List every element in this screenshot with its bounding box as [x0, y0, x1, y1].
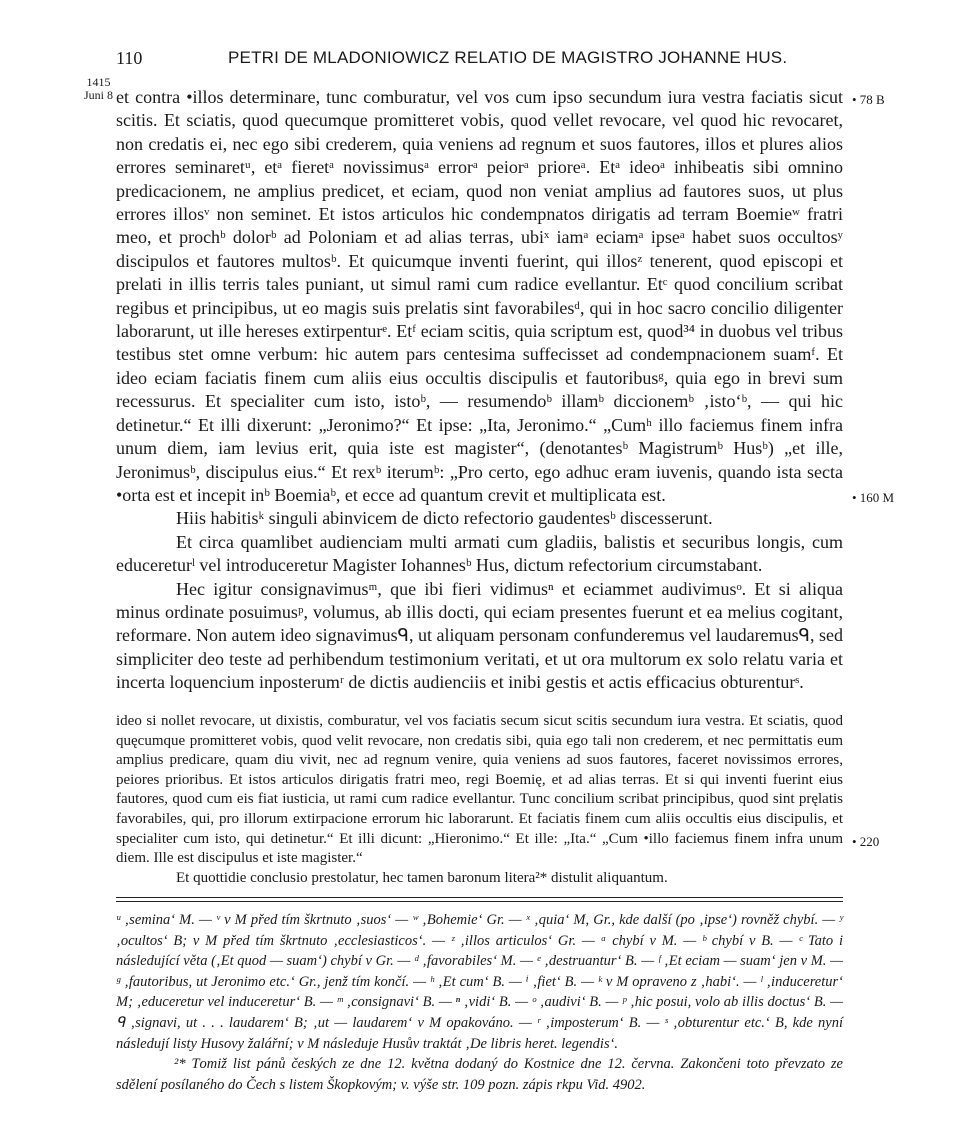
- parallel-paragraph: Et quottidie conclusio prestolatur, hec tamen baronum litera²* distulit aliquantum.: [176, 869, 668, 886]
- main-paragraph: Hiis habitisᵏ singuli abinvicem de dicto refectorio gaudentesᵇ discesserunt.: [176, 508, 713, 529]
- footnote: ²* Tотiž list pánů českých ze dne 12. května dodaný do Kostnice dne 12. června. Zakončeni toto převzato ze sdělení posílaného do Čech s listem Škopkovým; v. výše str. 109 pozn. zápis rkpu Vid. 4902.: [116, 1056, 843, 1093]
- main-paragraph: et contra •illos determinare, tunc comburatur, vel vos cum ipso secundum iura vestra faciatis sicut scitis. Et sciatis, quod quecumque promitteret vobis, quod vellet revocare, vel quod hic revocaret, non credatis ei, nec ego sibi crederem, quia veniens ad regnum et suos fautores, illos et plures alios errores seminaretᵘ, etᵃ fieretᵃ novissimusᵃ errorᵃ peiorᵃ prioreᵃ. Etᵃ ideoᵃ inhibeatis sibi omnino predicacionem, ne amplius predicet, et eciam, quod non veniat amplius ad fautores suos, ut plus errores illosᵛ non seminet. Et istos articulos hic condempnatos dirigatis ad terram Boemieʷ fratri meo, et prochᵇ dolorᵇ ad Poloniam et ad alias terras, ubiˣ iamᵃ eciamᵃ ipseᵃ habet suos occultosʸ discipulos et fautores multosᵇ. Et quicumque inventi fuerint, qui illosᶻ tenerent, quod episcopi et prelati in illis terris tales puniant, ut simul rami cum radice evellantur. Etᶜ quod concilium scribat regibus et principibus, ut eo magis suis prelatis sint favorabilesᵈ, qui in hoc sacro concilio diligenter laborarunt, ut ille hereses extirpenturᵉ. Etᶠ eciam scitis, quia scriptum est, quod³⁴ in duobus vel tribus testibus stet omne verbum: hic autem pars centesima suffecisset ad condempnacionem suamᶠ. Et ideo eciam faciatis finem cum aliis eius occultis discipulis et fautoribusᵍ, quia ego in brevi sum recessurus. Et specialiter cum isto, istoᵇ, — resumendoᵇ illamᵇ diccionemᵇ ‚isto‘ᵇ, — qui hic detinetur.“ Et illi dixerunt: „Jeronimo?“ Et ipse: „Ita, Jeronimo.“ „Cumʰ illo faciemus finem infra unum diem, iam levius erit, quia iste est magister“, (denotantesᵇ Magistrumᵇ Husᵇ) „et ille, Jeronimusᵇ, discipulus eius.“ Et rexᵇ iterumᵇ: „Pro certo, ego adhuc eram iuvenis, quando ista secta •orta est et incepit inᵇ Boemiaᵇ, et ecce ad quantum crevit et multiplicata est.: [116, 87, 843, 505]
- parallel-paragraph: ideo si nollet revocare, ut dixistis, comburatur, vel vos faciatis secum sicut scitis secundum iura vestra. Et sciatis, quod quęcumque promitteret vobis, quod velit revocare, non credatis sibi, quia ego tali non crederem, et nec permittatis eum amplius predicare, quam diu vivit, nec ad regnum venire, quia veniens ad suos fautores, faceret novissimos errores, peiores prioribus. Et istos articulos dirigatis fratri meo, regi Boemię, et ad alias terras. Et si qui inventi fuerint eius fautores, quod cum eis fiat iusticia, ut rami cum radice evellantur. Tunc concilium scribat principibus, quod sint pręlatis favorabiles, qui, pro illorum extirpacione errorum hic laborarunt. Et faciatis finem cum aliis occultis eius discipulis, et specialiter cum isto, qui detinetur.“ Et illi dicunt: „Hieronimo.“ Et ille: „Ita.“ „Cum •illo faciemus finem infra unum diem. Ille est discipulus et iste magister.“: [116, 713, 843, 867]
- margin-ref: • 78 B: [852, 92, 885, 107]
- main-paragraph: Et circa quamlibet audienciam multi armati cum gladiis, balistis et securibus longis, cum educereturˡ vel introduceretur Magister Iohannesᵇ Hus, dictum refectorium circumstabant.: [116, 531, 843, 576]
- margin-ref: • 160 M: [852, 490, 895, 505]
- divider: [116, 901, 843, 902]
- apparatus-notes: ᵘ ‚semina‘ M. — ᵛ v M před tím škrtnuto ‚suos‘ — ʷ ‚Bohemie‘ Gr. — ˣ ‚quia‘ M, Gr., kde další (po ‚ipse‘) rovněž chybí. — ʸ ‚ocultos‘ B; v M před tím škrtnuto ‚ecclesiasticos‘. — ᶻ ‚illos articulos‘ Gr. — ᵃ chybí v M. — ᵇ chybí v B. — ᶜ Tato i následující věta (‚Et quod — suam‘) chybí v Gr. — ᵈ ‚favorabiles‘ M. — ᵉ ‚destruantur‘ B. — ᶠ ‚Et eciam — suam‘ jen v M. — ᵍ ‚fautoribus, ut Jeronimo etc.‘ Gr., jenž tím končí. — ʰ ‚Et cum‘ B. — ⁱ ‚fiet‘ B. — ᵏ v M opraveno z ‚habi‘. — ˡ ‚induceretur‘ M; ‚educeretur vel induceretur‘ B. — ᵐ ‚consignavi‘ B. — ⁿ ‚vidi‘ B. — ᵒ ‚audivi‘ B. — ᵖ ‚hic posui, volo ab illis doctus‘ B. — ᑫ ‚signavi, ut . . . laudarem‘ B; ‚ut — laudarem‘ v M opakováno. — ʳ ‚imposterum‘ B. — ˢ ‚obturentur etc.‘ B, kde nyní následují listy Husovy žalářní; v M následuje Husův traktát ‚De libris heret. legendis‘.: [116, 912, 843, 1052]
- divider: [116, 897, 843, 898]
- margin-date: [84, 76, 113, 102]
- main-text: [116, 86, 843, 695]
- critical-apparatus: [116, 910, 843, 1095]
- running-title: PETRI DE MLADONIOWICZ RELATIO DE MAGISTRO JOHANNE HUS.: [228, 48, 788, 67]
- parallel-text: [116, 712, 843, 888]
- margin-ref: • 220: [852, 834, 880, 849]
- page-number: 110: [116, 48, 143, 68]
- margin-day: Juni 8: [84, 88, 114, 102]
- main-paragraph: Hec igitur consignavimusᵐ, que ibi fieri vidimusⁿ et eciammet audivimusᵒ. Et si aliqua minus ordinate posuimusᵖ, volumus, ab illis docti, qui eciam presentes fuerunt et ea melius cogitant, reformare. Non autem ideo signavimusᑫ, ut aliquam personam confunderemus vel laudaremusᑫ, sed simpliciter deo teste ad perhibendum testimonium veritati, et ut ora multorum ex solo relatu varia et incerta loquencium inposterumʳ de dictis audienciis et inibi gestis et actis efficacius obturenturˢ.: [116, 578, 843, 693]
- margin-year: 1415: [86, 75, 111, 89]
